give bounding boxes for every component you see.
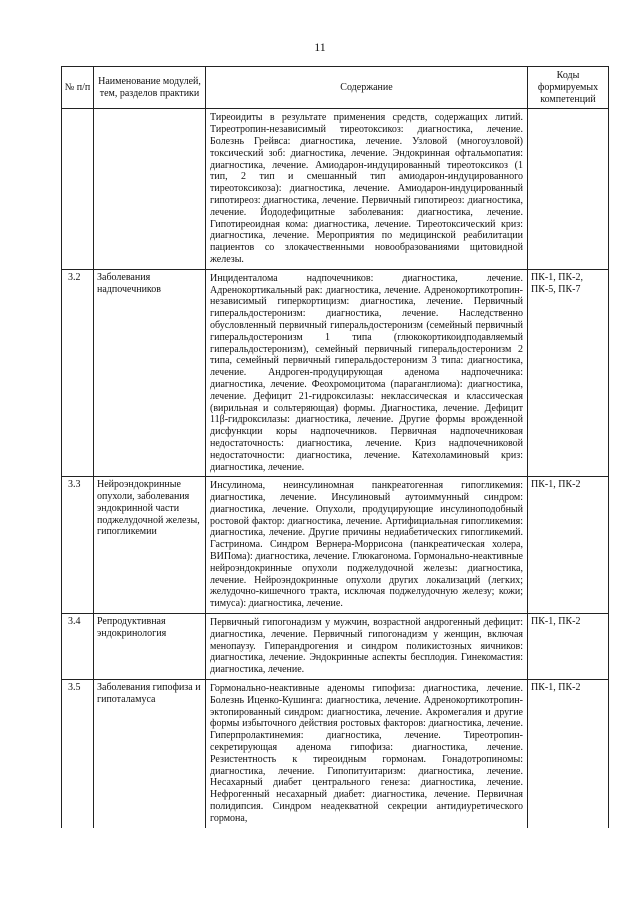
row-num: 3.4 <box>62 614 94 680</box>
row-codes <box>528 109 609 269</box>
table-row <box>62 269 609 477</box>
row-content: Тиреоидиты в результате применения средств, содержащих литий. Тиреотропин-независимый тиреотоксикоз: диагностика, лечение. Болезнь Грейвса: диагностика, лечение. Узловой (многоузловой) токсический зоб: диагностика, лечение. Эндокринная офтальмопатия: диагностика, лечение. Амиодарон-индуцированный тиреотоксикоз (1 тип, 2 тип и смешанный тип амиодарон-индуцированного тиреотоксикоза): диагностика, лечение. Амиодарон-индуцированный гипотиреоз: диагностика, лечение. Первичный гипотиреоз: диагностика, лечение. Йододефицитные заболевания: диагностика, лечение. Гипотиреоидная кома: диагностика, лечение. Тиреотоксический криз: диагностика, лечение. Мероприятия по медицинской реабилитации пациентов со злокачественными новообразованиями щитовидной железы. <box>206 109 528 269</box>
row-num: 3.3 <box>62 477 94 614</box>
row-content: Инсулинома, неинсулиномная панкреатогенная гипогликемия: диагностика, лечение. Инсулиновый аутоиммунный синдром: диагностика, лечение. Опухоли, продуцирующие инсулиноподобный ростовой фактор: диагностика, лечение. Артифициальная гипогликемия: диагностика, лечение. Другие причины недиабетических гипогликемий. Гастринома. Синдром Вернера-Моррисона (панкреатическая холера, ВИПома): диагностика, лечение. Глюкагонома. Гормонально-неактивные нейроэндокринные опухоли поджелудочной железы: диагностика, лечение. Нейроэндокринные опухоли других локализаций (легких; желудочно-кишечного тракта, исключая поджелудочную железу; кожи; тимуса): диагностика, лечение. <box>206 477 528 614</box>
table-row <box>62 109 609 269</box>
table-row <box>62 614 609 680</box>
row-module: Заболевания гипофиза и гипоталамуса <box>94 680 206 828</box>
row-module: Заболевания надпочечников <box>94 269 206 477</box>
table-row <box>62 680 609 828</box>
row-codes: ПК-1, ПК-2 <box>528 614 609 680</box>
header-content: Содержание <box>206 67 528 109</box>
row-content: Первичный гипогонадизм у мужчин, возрастной андрогенный дефицит: диагностика, лечение. Первичный гипогонадизм у женщин, включая менопаузу. Гиперандрогения и синдром поликистозных яичников: диагностика, лечение. Эндокринные аспекты бесплодия. Гинекомастия: диагностика, лечение. <box>206 614 528 680</box>
table-header-row <box>62 67 609 109</box>
header-num: № п/п <box>62 67 94 109</box>
page-number: 11 <box>314 40 326 54</box>
row-num: 3.5 <box>62 680 94 828</box>
row-codes: ПК-1, ПК-2 <box>528 477 609 614</box>
row-num: 3.2 <box>62 269 94 477</box>
row-num <box>62 109 94 269</box>
row-content: Гормонально-неактивные аденомы гипофиза: диагностика, лечение. Болезнь Иценко-Кушинга: диагностика, лечение. Адренокортикотропин-эктопированный синдром: диагностика, лечение. Акромегалия и другие формы избыточного действия ростовых факторов: диагностика, лечение. Гиперпролактинемия: диагностика, лечение. Тиреотропин-секретирующая аденома гипофиза: диагностика, лечение. Резистентность к тиреоидным гормонам. Гонадотропиномы: диагностика, лечение. Гипопитуитаризм: диагностика, лечение. Несахарный диабет центрального генеза: диагностика, лечение. Нефрогенный несахарный диабет: диагностика, лечение. Первичная полидипсия. Синдром неадекватной секреции антидиуретического гормона, <box>206 680 528 828</box>
header-codes: Коды формируемых компетенций <box>528 67 609 109</box>
table-row <box>62 477 609 614</box>
row-module: Нейроэндокринные опухоли, заболевания эндокринной части поджелудочной железы, гипогликемии <box>94 477 206 614</box>
curriculum-table <box>61 66 609 828</box>
row-content: Инциденталома надпочечников: диагностика, лечение. Адренокортикальный рак: диагностика, лечение. Адренокортикотропин-независимый гиперкортицизм: диагностика, лечение. Первичный гиперальдостеронизм: диагностика, лечение. Наследственно обусловленный первичный гиперальдостеронизм (семейный первичный гиперальдостеронизм 1 типа (глюкокортикоидподавляемый гиперальдостеронизм), семейный первичный гиперальдостеронизм 2 типа, семейный первичный гиперальдостеронизм 3 типа: диагностика, лечение. Андроген-продуцирующая аденома надпочечника: диагностика, лечение. Феохромоцитома (параганглиома): диагностика, лечение. Дефицит 21-гидроксилазы: неклассическая и классическая (вирильная и сольтеряющая) формы. Диагностика, лечение. Дефицит 11β-гидроксилазы: диагностика, лечение. Другие формы врожденной дисфункции коры надпочечников. Первичная надпочечниковая недостаточность: диагностика, лечение. Криз надпочечниковой недостаточности: диагностика, лечение. Катехоламиновый криз: диагностика, лечение. <box>206 269 528 477</box>
header-module: Наименование модулей, тем, разделов практики <box>94 67 206 109</box>
row-module: Репродуктивная эндокринология <box>94 614 206 680</box>
row-codes: ПК-1, ПК-2 <box>528 680 609 828</box>
row-codes: ПК-1, ПК-2, ПК-5, ПК-7 <box>528 269 609 477</box>
row-module <box>94 109 206 269</box>
